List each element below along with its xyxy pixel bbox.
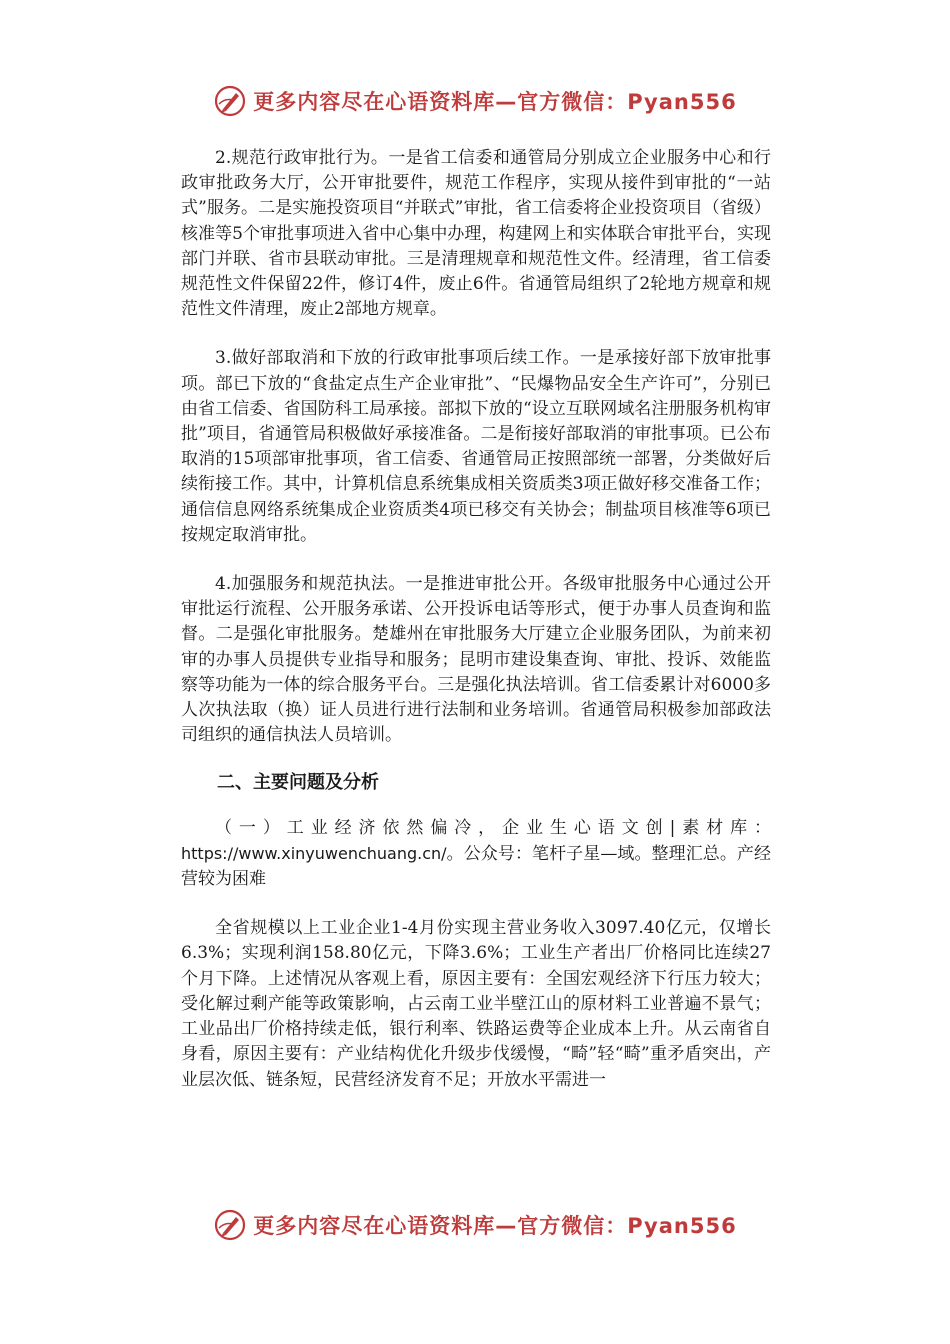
- watermark-text: 更多内容尽在心语资料库—官方微信：Pyan556: [253, 90, 737, 114]
- pen-logo-icon: [213, 84, 247, 118]
- source-url: https://www.xinyuwenchuang.cn/: [181, 843, 447, 863]
- watermark-text: 更多内容尽在心语资料库—官方微信：Pyan556: [253, 1214, 737, 1238]
- section-heading: 二、主要问题及分析: [217, 772, 379, 794]
- pen-logo-icon: [213, 1208, 247, 1242]
- paragraph-statistics: 全省规模以上工业企业1-4月份实现主营业务收入3097.40亿元，仅增长6.3%；实现利润158.80亿元，下降3.6%；工业生产者出厂价格同比连续27个月下降。上述情况从客观上看，原因主要有：全国宏观经济下行压力较大；受化解过剩产能等政策影响，占云南工业半壁江山的原材料工业普遍不景气；工业品出厂价格持续走低，银行利率、铁路运费等企业成本上升。从云南省自身看，原因主要有：产业结构优化升级步伐缓慢，“畸”轻“畸”重矛盾突出，产业层次低、链条短，民营经济发育不足；开放水平需进一: [181, 918, 771, 1090]
- paragraph-industrial-economy-text-b: 。公众号：笔杆子星—域。整理汇总。产经营较为困难: [181, 843, 771, 890]
- paragraph-follow-up-work: 3.做好部取消和下放的行政审批事项后续工作。一是承接好部下放审批事项。部已下放的“食盐定点生产企业审批”、“民爆物品安全生产许可”，分别已由省工信委、省国防科工局承接。部拟下放的“设立互联网域名注册服务机构审批”项目，省通管局积极做好承接准备。二是衔接好部取消的审批事项。已公布取消的15项部审批事项，省工信委、省通管局正按照部统一部署，分类做好后续衔接工作。其中，计算机信息系统集成相关资质类3项正做好移交准备工作；通信信息网络系统集成企业资质类4项已移交有关协会；制盐项目核准等6项已按规定取消审批。: [181, 348, 771, 545]
- paragraph-service-enforcement: 4.加强服务和规范执法。一是推进审批公开。各级审批服务中心通过公开审批运行流程、公开服务承诺、公开投诉电话等形式，便于办事人员查询和监督。二是强化审批服务。楚雄州在审批服务大厅建立企业服务团队，为前来初审的办事人员提供专业指导和服务；昆明市建设集查询、审批、投诉、效能监察等功能为一体的综合服务平台。三是强化执法培训。省工信委累计对6000多人次执法取（换）证人员进行进行法制和业务培训。省通管局积极参加部政法司组织的通信执法人员培训。: [181, 574, 771, 746]
- paragraph-approval-behavior: 2.规范行政审批行为。一是省工信委和通管局分别成立企业服务中心和行政审批政务大厅，公开审批要件，规范工作程序，实现从接件到审批的“一站式”服务。二是实施投资项目“并联式”审批，省工信委将企业投资项目（省级）核准等5个审批事项进入省中心集中办理，构建网上和实体联合审批平台，实现部门并联、省市县联动审批。三是清理规章和规范性文件。经清理，省工信委规范性文件保留22件，修订4件，废止6件。省通管局组织了2轮地方规章和规范性文件清理，废止2部地方规章。: [181, 148, 771, 320]
- paragraph-industrial-economy-text-a: （一）工业经济依然偏冷，企业生心语文创|素材库：: [215, 817, 771, 838]
- paragraph-industrial-economy: [181, 816, 771, 893]
- document-body: [181, 146, 771, 1117]
- watermark-footer: [0, 1208, 950, 1242]
- watermark-header: [0, 84, 950, 118]
